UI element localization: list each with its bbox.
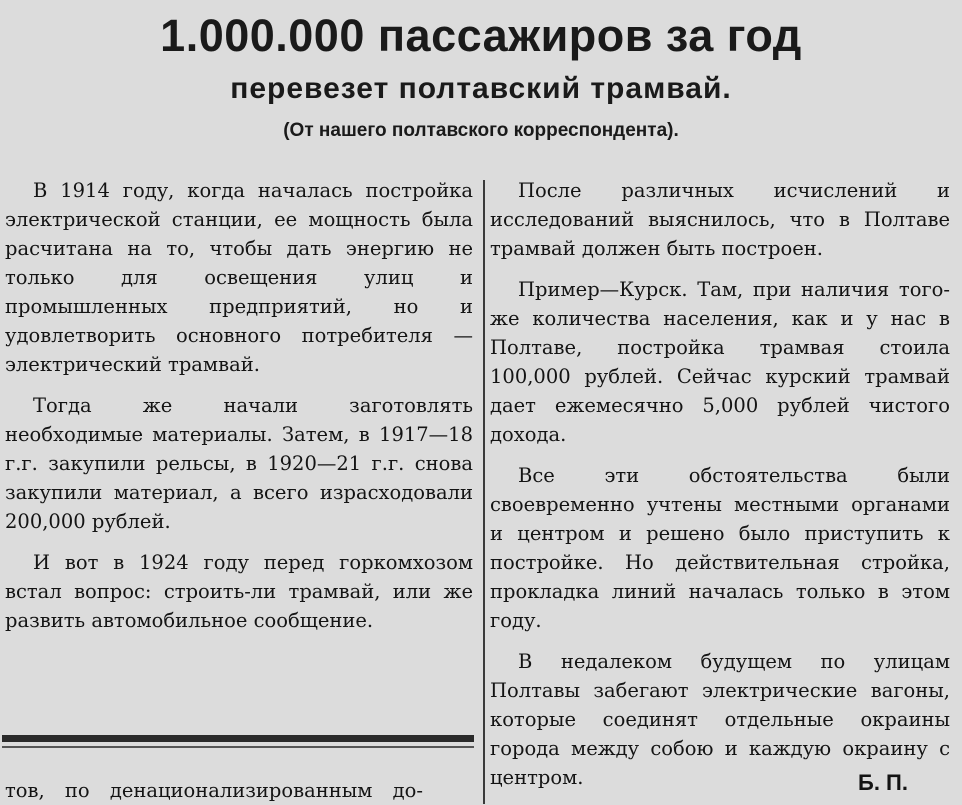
article-byline: (От нашего полтавского корреспондента). bbox=[283, 120, 679, 141]
right-paragraph-1: После различных исчислений и исследований выяснилось, что в Полтаве трамвай должен быть построен. bbox=[490, 179, 950, 260]
right-paragraph-3: Все эти обстоятельства были своевременно учтены местными органами и центром и решено было приступить к постройке. Но действительная стройка, прокладка линий началась только в этом году. bbox=[490, 464, 950, 632]
article-subheadline: перевезет полтавский трамвай. bbox=[230, 72, 732, 105]
right-paragraph-4: В недалеком будущем по улицам Полтавы забегают электрические вагоны, которые соединят отдельные окраины города между собою и каждую окраину с центром. bbox=[490, 650, 950, 789]
left-paragraph-2: Тогда же начали заготовлять необходимые материалы. Затем, в 1917—18 г.г. закупили рельсы, в 1920—21 г.г. снова закупили материал, а всего израсходовали 200,000 рублей. bbox=[5, 394, 473, 533]
right-column bbox=[490, 176, 950, 804]
continuation-text: тов, по денационализированным до- bbox=[5, 779, 423, 802]
article-headline: 1.000.000 пассажиров за год bbox=[160, 10, 802, 61]
right-paragraph-2: Пример—Курск. Там, при наличия того-же количества населения, как и у нас в Полтаве, постройка трамвая стоила 100,000 рублей. Сейчас курский трамвай дает ежемесячно 5,000 рублей чистого дохода. bbox=[490, 278, 950, 446]
column-divider bbox=[483, 180, 485, 804]
author-signature: Б. П. bbox=[858, 770, 908, 795]
left-column bbox=[5, 176, 473, 647]
section-rule bbox=[2, 735, 474, 742]
section-rule-thin bbox=[2, 746, 474, 748]
left-paragraph-3: И вот в 1924 году перед горкомхозом встал вопрос: строить-ли трамвай, или же развить автомобильное сообщение. bbox=[5, 551, 473, 632]
left-paragraph-1: В 1914 году, когда началась постройка электрической станции, ее мощность была расчитана на то, чтобы дать энергию не только для освещения улиц и промышленных предприятий, но и удовлетворить основного потребителя — электрический трамвай. bbox=[5, 179, 473, 376]
